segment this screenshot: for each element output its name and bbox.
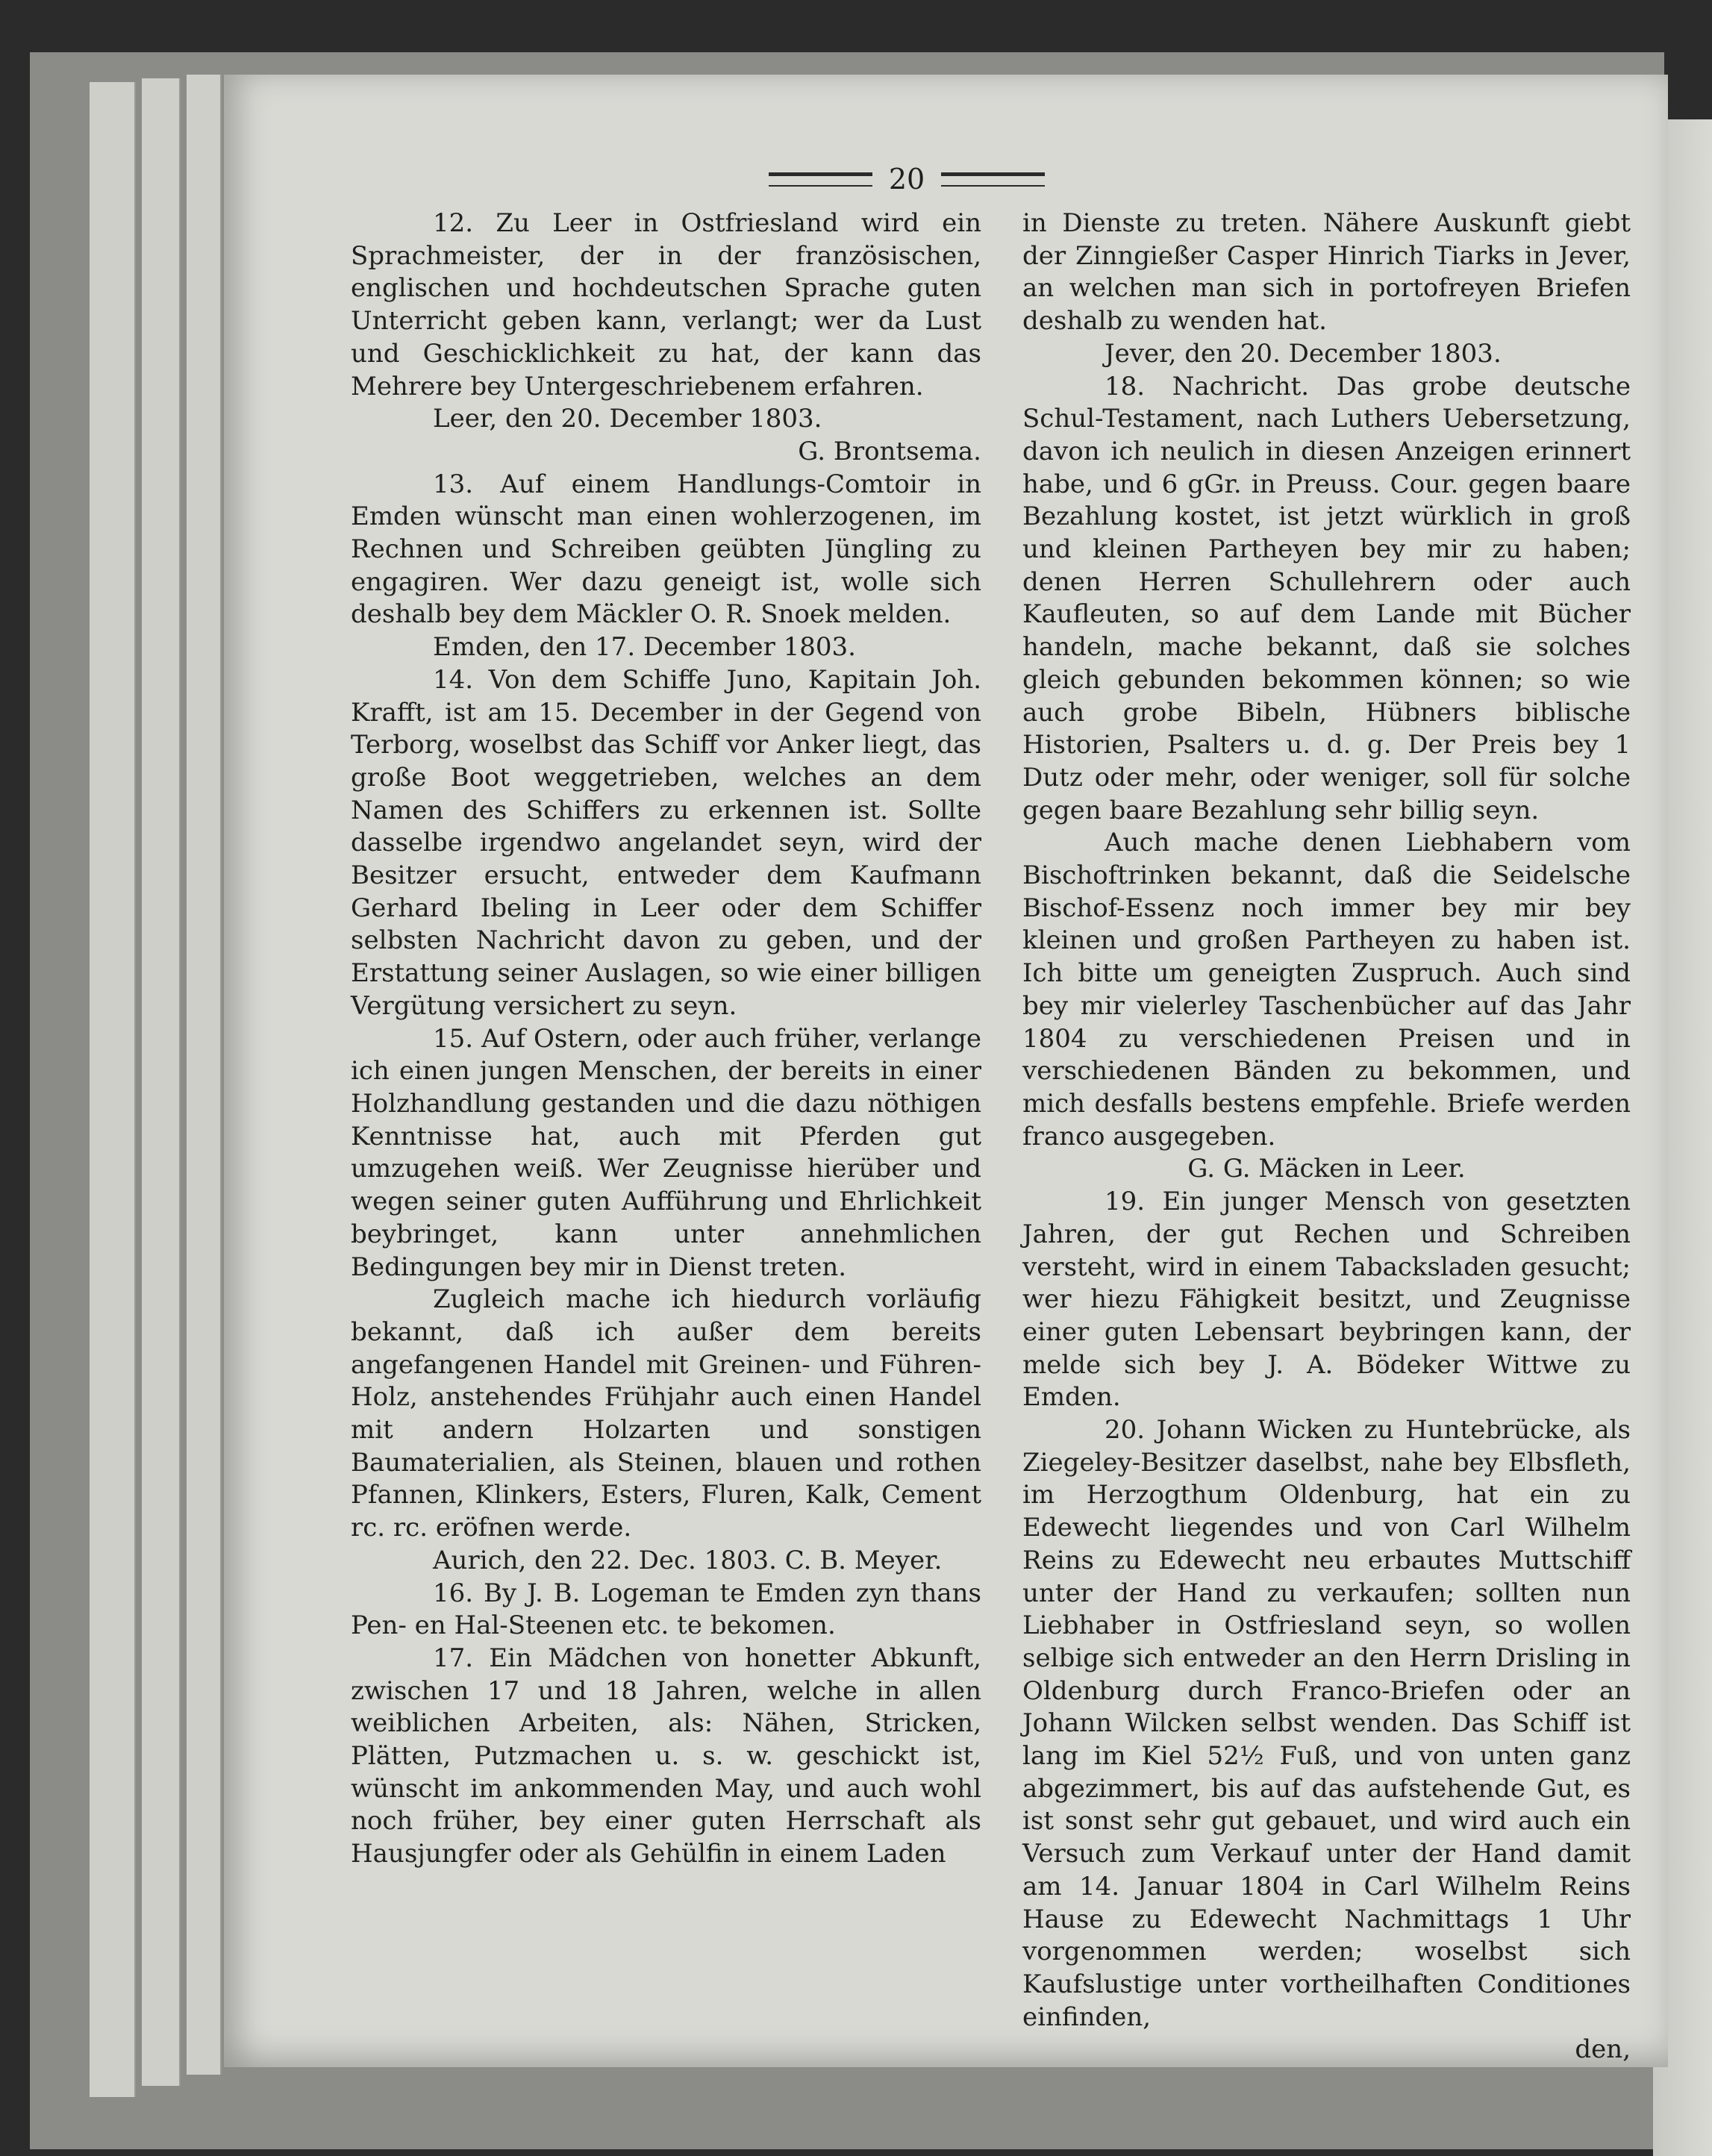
notice-paragraph: in Dienste zu treten. Nähere Auskunft giebt der Zinngießer Casper Hinrich Tiarks in Jever, an welchen man sich in portofreyen Briefen deshalb zu wenden hat. (1022, 208, 1631, 337)
page-number: 20 (888, 163, 925, 196)
page-stack-edge (142, 78, 181, 2086)
notice-paragraph: Jever, den 20. December 1803. (1105, 338, 1502, 369)
left-column (351, 207, 981, 1871)
page-stack-edge (187, 75, 222, 2075)
notice-paragraph: 18. Nachricht. Das grobe deutsche Schul-Testament, nach Luthers Uebersetzung, davon ich neulich in diesen Anzeigen erinnert habe, und 6 gGr. in Preuss. Cour. gegen baare Bezahlung kostet, ist jetzt würklich in groß und kleinen Partheyen bey mir zu haben; denen Herren Schullehrern oder auch Kaufleuten, so auf dem Lande mit Bücher handeln, mache bekannt, daß sie solches gleich gebunden bekommen können; so wie auch grobe Bibeln, Hübners biblische Historien, Psalters u. d. g. Der Preis bey 1 Dutz oder mehr, oder weniger, soll für solche gegen baare Bezahlung sehr billig seyn. (1022, 371, 1631, 825)
notice-paragraph: den, (1575, 2034, 1631, 2065)
notice-paragraph: 13. Auf einem Handlungs-Comtoir in Emden wünscht man einen wohlerzogenen, im Rechnen und Schreiben geübten Jüngling zu engagiren. Wer dazu geneigt ist, wolle sich deshalb bey dem Mäckler O. R. Snoek melden. (351, 469, 981, 630)
notice-paragraph: 16. By J. B. Logeman te Emden zyn thans Pen- en Hal-Steenen etc. te bekomen. (351, 1578, 981, 1641)
page-stack-edge (90, 82, 136, 2097)
notice-paragraph: G. G. Mäcken in Leer. (1187, 1154, 1466, 1184)
header-rule-left (769, 172, 872, 187)
page-header (769, 160, 1045, 198)
notice-paragraph: Leer, den 20. December 1803. (433, 404, 822, 434)
notice-paragraph: Aurich, den 22. Dec. 1803. C. B. Meyer. (433, 1545, 943, 1575)
notice-paragraph: G. Brontsema. (798, 436, 981, 466)
notice-paragraph: 19. Ein junger Mensch von gesetzten Jahren, der gut Rechen und Schreiben versteht, wird in einem Tabacksladen gesucht; wer hiezu Fähigkeit besitzt, und Zeugnisse einer guten Lebensart beybringen kann, der melde sich bey J. A. Bödeker Wittwe zu Emden. (1022, 1187, 1631, 1413)
notice-paragraph: Auch mache denen Liebhabern vom Bischoftrinken bekannt, daß die Seidelsche Bischof-Essenz noch immer bey mir bey kleinen und großen Partheyen zu haben ist. Ich bitte um geneigten Zuspruch. Auch sind bey mir vielerley Taschenbücher auf das Jahr 1804 zu verschiedenen Preisen und in verschiedenen Bänden zu bekommen, und mich desfalls bestens empfehle. Briefe werden franco ausgegeben. (1022, 828, 1631, 1152)
header-rule-right (941, 172, 1045, 187)
notice-paragraph: 12. Zu Leer in Ostfriesland wird ein Sprachmeister, der in der französischen, englischen und hochdeutschen Sprache guten Unterricht geben kann, verlangt; wer da Lust und Geschicklichkeit zu hat, der kann das Mehrere bey Untergeschriebenem erfahren. (351, 208, 981, 401)
notice-paragraph: 20. Johann Wicken zu Huntebrücke, als Ziegeley-Besitzer daselbst, nahe bey Elbsfleth, im Herzogthum Oldenburg, hat ein zu Edewecht liegendes und von Carl Wilhelm Reins zu Edewecht neu erbautes Muttschiff unter der Hand zu verkaufen; sollten nun Liebhaber in Ostfriesland seyn, so wollen selbige sich entweder an den Herrn Drisling in Oldenburg durch Franco-Briefen oder an Johann Wilcken selbst wenden. Das Schiff ist lang im Kiel 52½ Fuß, und von unten ganz abgezimmert, bis auf das aufstehende Gut, es ist sonst sehr gut gebauet, und wird auch ein Versuch zum Verkauf unter der Hand damit am 14. Januar 1804 in Carl Wilhelm Reins Hause zu Edewecht Nachmittags 1 Uhr vorgenommen werden; woselbst sich Kaufslustige unter vortheilhaften Conditiones einfinden, (1022, 1415, 1631, 2032)
notice-paragraph: 15. Auf Ostern, oder auch früher, verlange ich einen jungen Menschen, der bereits in einer Holzhandlung gestanden und die dazu nöthigen Kenntnisse hat, auch mit Pferden gut umzugehen weiß. Wer Zeugnisse hierüber und wegen seiner guten Aufführung und Ehrlichkeit beybringet, kann unter annehmlichen Bedingungen bey mir in Dienst treten. (351, 1023, 981, 1282)
notice-paragraph: 14. Von dem Schiffe Juno, Kapitain Joh. Krafft, ist am 15. December in der Gegend von Terborg, woselbst das Schiff vor Anker liegt, das große Boot weggetrieben, welches an dem Namen des Schiffers zu erkennen ist. Sollte dasselbe irgendwo angelandet seyn, wird der Besitzer ersucht, entweder dem Kaufmann Gerhard Ibeling in Leer oder dem Schiffer selbsten Nachricht davon zu geben, und der Erstattung seiner Auslagen, so wie einer billigen Vergütung versichert zu seyn. (351, 664, 981, 1021)
notice-paragraph: Emden, den 17. December 1803. (433, 632, 856, 663)
right-column (1022, 207, 1631, 2066)
notice-paragraph: Zugleich mache ich hiedurch vorläufig bekannt, daß ich außer dem bereits angefangenen Handel mit Greinen- und Führen-Holz, anstehendes Frühjahr auch einen Handel mit andern Holzarten und sonstigen Baumaterialien, als Steinen, blauen und rothen Pfannen, Klinkers, Esters, Fluren, Kalk, Cement rc. rc. eröfnen werde. (351, 1284, 981, 1543)
notice-paragraph: 17. Ein Mädchen von honetter Abkunft, zwischen 17 und 18 Jahren, welche in allen weiblichen Arbeiten, als: Nähen, Stricken, Plätten, Putzmachen u. s. w. geschickt ist, wünscht im ankommenden May, und auch wohl noch früher, bey einer guten Herrschaft als Hausjungfer oder als Gehülfin in einem Laden (351, 1643, 981, 1869)
